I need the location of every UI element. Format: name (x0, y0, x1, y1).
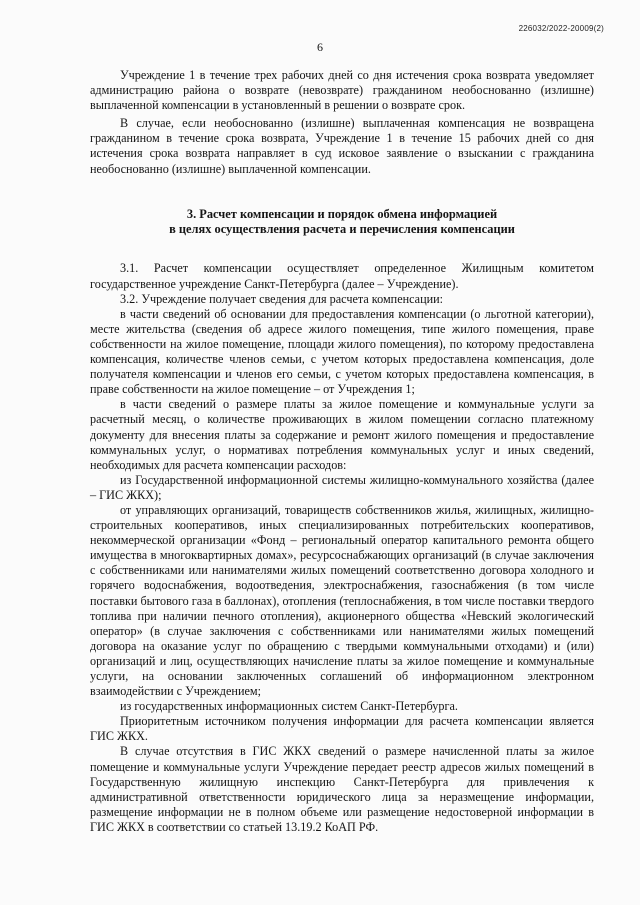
section-heading (90, 207, 594, 238)
section-heading-line: 3. Расчет компенсации и порядок обмена информацией (186, 206, 498, 221)
paragraph: 3.1. Расчет компенсации осуществляет определенное Жилищным комитетом государственное учреждение Санкт-Петербурга (далее – Учреждение). (90, 261, 594, 291)
document-id: 226032/2022-20009(2) (518, 24, 604, 33)
paragraph: в части сведений об основании для предоставления компенсации (о льготной категории), месте жительства (сведения об адресе жилого помещения, типе жилого помещения, праве собственности на жилое помещение, площади жилого помещения), по которому предоставлена компенсация, количестве членов семьи, с учетом которых предоставлена компенсация, доле получателя компенсации и членов его семьи, с учетом которых предоставлена компенсация, в праве собственности на жилое помещение – от Учреждения 1; (90, 306, 594, 397)
paragraph: из Государственной информационной системы жилищно-коммунального хозяйства (далее – ГИС ЖКХ); (90, 472, 594, 502)
paragraph: от управляющих организаций, товариществ собственников жилья, жилищных, жилищно-строительных кооперативов, иных специализированных потребительских кооперативов, некоммерческой организации «Фонд – региональный оператор капитального ремонта общего имущества в многоквартирных домах», ресурсоснабжающих организаций (в случае заключения с собственниками или нанимателями жилых помещений соответственно договора холодного и горячего водоснабжения, водоотведения, электроснабжения, газоснабжения (в том числе поставки бытового газа в баллонах), отопления (теплоснабжения, в том числе поставки твердого топлива при наличии печного отопления), акционерного общества «Невский экологический оператор» (в случае заключения с собственниками или нанимателями жилых помещений договора на оказание услуг по обращению с твердыми коммунальными отходами) и (или) организаций и лиц, осуществляющих начисление платы за жилое помещение и коммунальные услуги, на основании заключенных соглашений об информационном электронном взаимодействии с Учреждением; (90, 502, 594, 699)
paragraph: В случае, если необоснованно (излишне) выплаченная компенсация не возвращена гражданином в течение срока возврата, Учреждение 1 в течение 15 рабочих дней со дня истечения срока возврата направляет в суд исковое заявление о взыскании с гражданина необоснованно (излишне) выплаченной компенсации. (90, 116, 594, 176)
paragraph: В случае отсутствия в ГИС ЖКХ сведений о размере начисленной платы за жилое помещение и коммунальные услуги Учреждение передает реестр адресов жилых помещений в Государственную жилищную инспекцию Санкт-Петербурга для привлечения к административной ответственности юридического лица за неразмещение информации, размещение информации не в полном объеме или размещение недостоверной информации в ГИС ЖКХ в соответствии со статьей 13.19.2 КоАП РФ. (90, 744, 594, 834)
section-heading-line: в целях осуществления расчета и перечисления компенсации (169, 222, 515, 237)
paragraph: 3.2. Учреждение получает сведения для расчета компенсации: (120, 291, 444, 306)
paragraph: Учреждение 1 в течение трех рабочих дней со дня истечения срока возврата уведомляет администрацию района о возврате (невозврате) гражданином необоснованно (излишне) выплаченной компенсации в установленный в решении о возврате срок. (90, 68, 594, 113)
paragraph: из государственных информационных систем Санкт-Петербурга. (120, 699, 458, 714)
paragraph: в части сведений о размере платы за жилое помещение и коммунальные услуги за расчетный месяц, о количестве проживающих в жилом помещении согласно платежному документу для внесения платы за содержание и ремонт жилого помещения и предоставление коммунальных услуг, о нормативах потребления коммунальных услуг и иных сведений, необходимых для расчета компенсации расходов: (90, 397, 594, 472)
page-number: 6 (317, 40, 323, 54)
paragraph: Приоритетным источником получения информации для расчета компенсации является ГИС ЖКХ. (90, 714, 594, 744)
document-body (90, 68, 594, 835)
